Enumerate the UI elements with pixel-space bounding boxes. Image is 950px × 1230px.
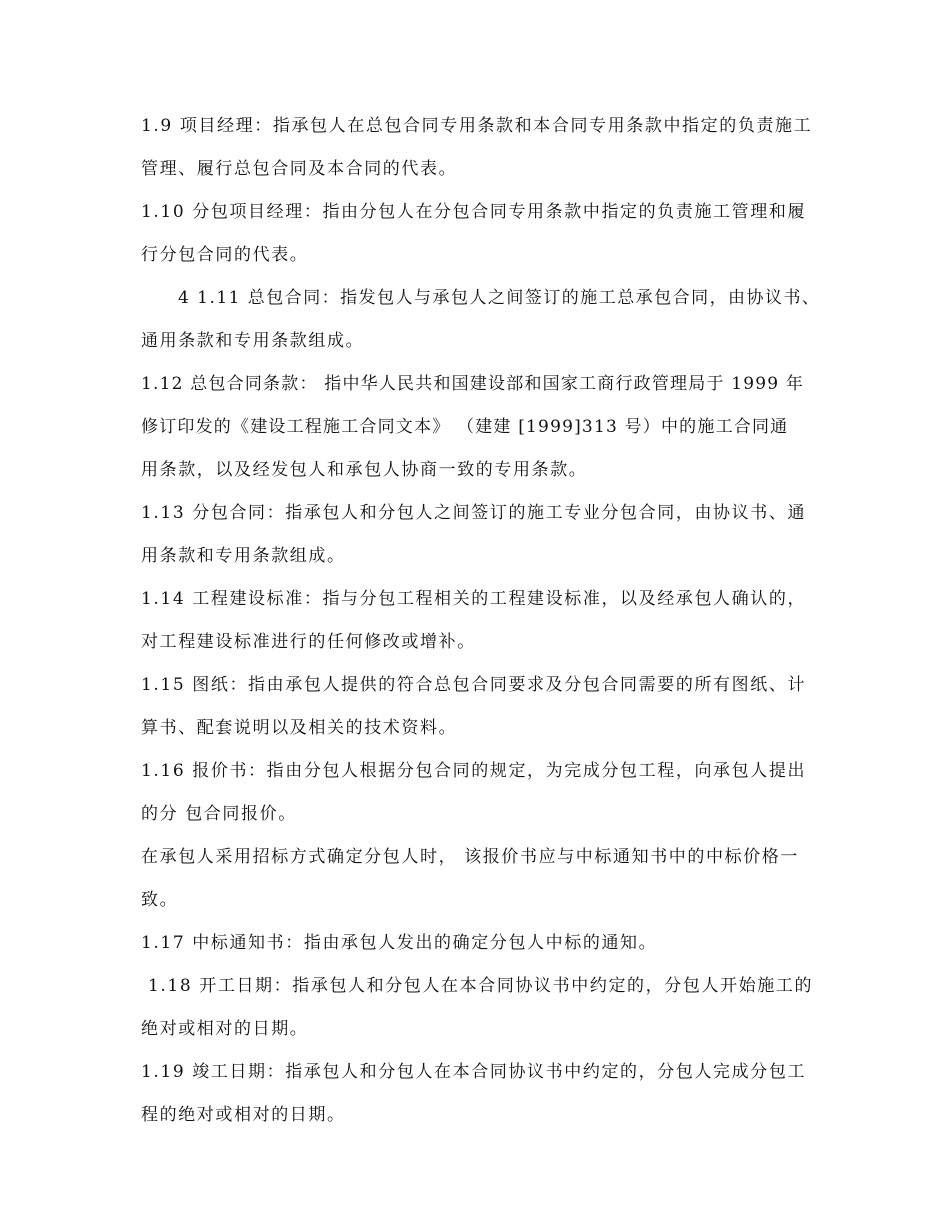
text-line-1-14-b: 对工程建设标准进行的任何修改或增补。: [141, 632, 476, 652]
text-line-1-10-a: 1.10 分包项目经理：指由分包人在分包合同专用条款中指定的负责施工管理和履: [141, 202, 807, 222]
text-line-1-12-b: 修订印发的《建设工程施工合同文本》 （建建 [1999]313 号）中的施工合同通: [141, 417, 789, 437]
text-line-1-15-a: 1.15 图纸：指由承包人提供的符合总包合同要求及分包合同需要的所有图纸、计: [141, 675, 807, 695]
text-line-1-17: 1.17 中标通知书：指由承包人发出的确定分包人中标的通知。: [141, 933, 658, 953]
text-line-1-18-b: 绝对或相对的日期。: [141, 1019, 309, 1039]
text-line-1-16-b: 的分 包合同报价。: [141, 804, 297, 824]
text-line-1-12-a: 1.12 总包合同条款： 指中华人民共和国建设部和国家工商行政管理局于 1999 年: [141, 374, 805, 394]
text-line-1-16-c: 在承包人采用招标方式确定分包人时， 该报价书应与中标通知书中的中标价格一: [141, 847, 800, 867]
text-line-1-11-b: 通用条款和专用条款组成。: [141, 331, 365, 351]
text-line-1-18-a: 1.18 开工日期：指承包人和分包人在本合同协议书中约定的，分包人开始施工的: [148, 976, 814, 996]
text-line-1-13-a: 1.13 分包合同：指承包人和分包人之间签订的施工专业分包合同，由协议书、通: [141, 503, 807, 523]
text-line-1-14-a: 1.14 工程建设标准：指与分包工程相关的工程建设标准，以及经承包人确认的，: [141, 589, 807, 609]
text-line-1-19-a: 1.19 竣工日期：指承包人和分包人在本合同协议书中约定的，分包人完成分包工: [141, 1062, 807, 1082]
text-line-1-9-a: 1.9 项目经理：指承包人在总包合同专用条款和本合同专用条款中指定的负责施工: [141, 116, 813, 136]
text-line-1-19-b: 程的绝对或相对的日期。: [141, 1105, 346, 1125]
text-line-1-15-b: 算书、配套说明以及相关的技术资料。: [141, 718, 458, 738]
text-line-1-16-a: 1.16 报价书：指由分包人根据分包合同的规定，为完成分包工程，向承包人提出: [141, 761, 807, 781]
text-line-1-10-b: 行分包合同的代表。: [141, 245, 309, 265]
text-line-1-16-d: 致。: [141, 890, 179, 910]
text-line-1-12-c: 用条款，以及经发包人和承包人协商一致的专用条款。: [141, 460, 588, 480]
text-line-1-13-b: 用条款和专用条款组成。: [141, 546, 346, 566]
text-line-1-11-a: 4 1.11 总包合同：指发包人与承包人之间签订的施工总承包合同，由协议书、: [178, 288, 821, 308]
text-line-1-9-b: 管理、履行总包合同及本合同的代表。: [141, 159, 458, 179]
